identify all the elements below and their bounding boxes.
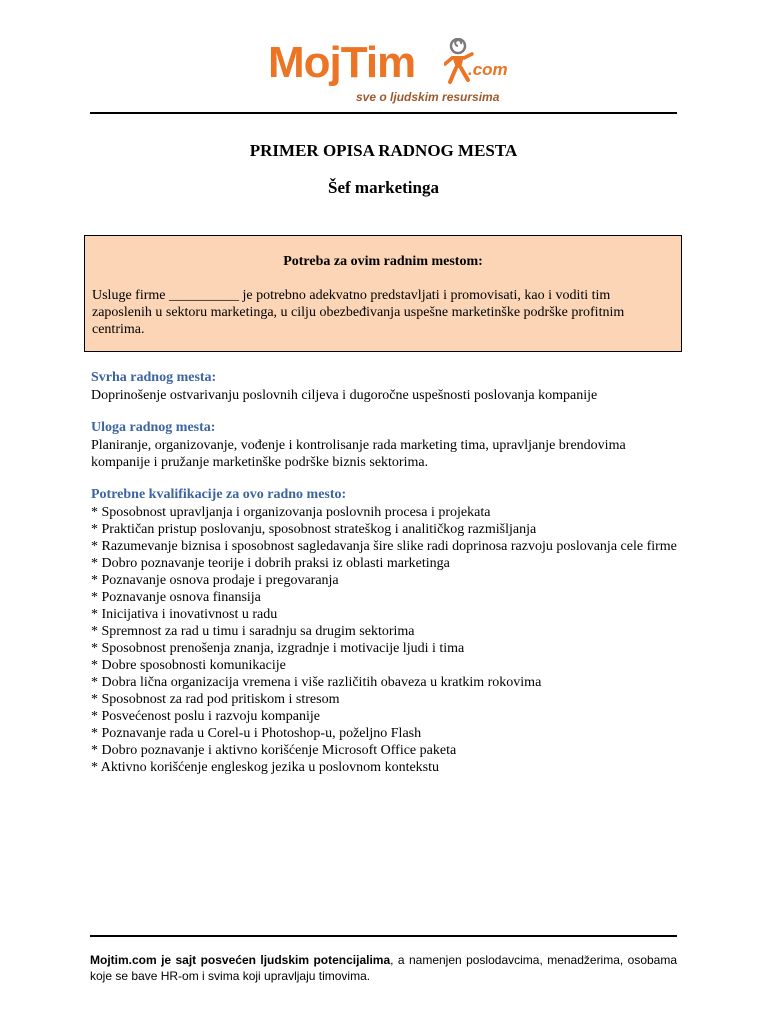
list-item: * Razumevanje biznisa i sposobnost sagledavanja šire slike radi doprinosa razvoju poslovanja cele firme bbox=[91, 539, 677, 554]
list-item: * Spremnost za rad u timu i saradnju sa drugim sektorima bbox=[91, 624, 415, 639]
logo-com: .com bbox=[468, 60, 508, 79]
purpose-text: Doprinošenje ostvarivanju poslovnih ciljeva i dugoročne uspešnosti poslovanja kompanije bbox=[91, 388, 598, 403]
logo-wordmark: MojTim bbox=[268, 38, 416, 87]
need-box bbox=[84, 235, 682, 352]
list-item: * Dobro poznavanje teorije i dobrih praksi iz oblasti marketinga bbox=[91, 556, 450, 571]
list-item: * Poznavanje rada u Corel-u i Photoshop-u, poželjno Flash bbox=[91, 726, 422, 741]
footer-rest: , a namenjen poslodavcima, menadžerima, osobama koje se bave HR-om i svima koji upravljaju timovima. bbox=[90, 953, 678, 983]
need-box-heading: Potreba za ovim radnim mestom: bbox=[283, 254, 483, 269]
list-item: * Dobre sposobnosti komunikacije bbox=[91, 658, 286, 673]
list-item: * Sposobnost za rad pod pritiskom i stresom bbox=[91, 692, 340, 707]
purpose-heading: Svrha radnog mesta: bbox=[91, 370, 217, 385]
document-title: PRIMER OPISA RADNOG MESTA bbox=[249, 141, 518, 160]
footer-divider bbox=[90, 935, 677, 937]
list-item: * Aktivno korišćenje engleskog jezika u poslovnom kontekstu bbox=[91, 760, 440, 775]
mojtim-logo bbox=[268, 38, 508, 108]
header-divider bbox=[90, 112, 677, 114]
list-item: * Poznavanje osnova prodaje i pregovaranja bbox=[91, 573, 339, 588]
list-item: * Sposobnost upravljanja i organizovanja poslovnih procesa i projekata bbox=[91, 505, 491, 520]
list-item: * Dobra lična organizacija vremena i više različitih obaveza u kratkim rokovima bbox=[91, 675, 542, 690]
list-item: * Praktičan pristup poslovanju, sposobnost strateškog i analitičkog razmišljanja bbox=[91, 522, 537, 537]
list-item: * Posvećenost poslu i razvoju kompanije bbox=[91, 709, 321, 724]
list-item: * Sposobnost prenošenja znanja, izgradnje i motivacije ljudi i tima bbox=[91, 641, 465, 656]
qualifications-list bbox=[91, 504, 681, 776]
qualifications-heading: Potrebne kvalifikacije za ovo radno mesto: bbox=[91, 487, 347, 502]
footer-bold: Mojtim.com je sajt posvećen ljudskim potencijalima bbox=[90, 953, 391, 967]
role-heading: Uloga radnog mesta: bbox=[91, 420, 216, 435]
role-text: Planiranje, organizovanje, vođenje i kontrolisanje rada marketing tima, upravljanje brendovima kompanije i pružanje marketinške podrške biznis sektorima. bbox=[91, 438, 626, 470]
list-item: * Dobro poznavanje i aktivno korišćenje Microsoft Office paketa bbox=[91, 743, 457, 758]
footer bbox=[90, 952, 677, 984]
list-item: * Inicijativa i inovativnost u radu bbox=[91, 607, 278, 622]
need-box-text: Usluge firme __________ je potrebno adekvatno predstavljati i promovisati, kao i voditi tim zaposlenih u sektoru marketinga, u cilju obezbeđivanja uspešne marketinške podrške profitnim centrima. bbox=[92, 288, 625, 337]
list-item: * Poznavanje osnova finansija bbox=[91, 590, 261, 605]
document-subtitle: Šef marketinga bbox=[328, 178, 439, 197]
logo-tagline: sve o ljudskim resursima bbox=[356, 90, 500, 104]
